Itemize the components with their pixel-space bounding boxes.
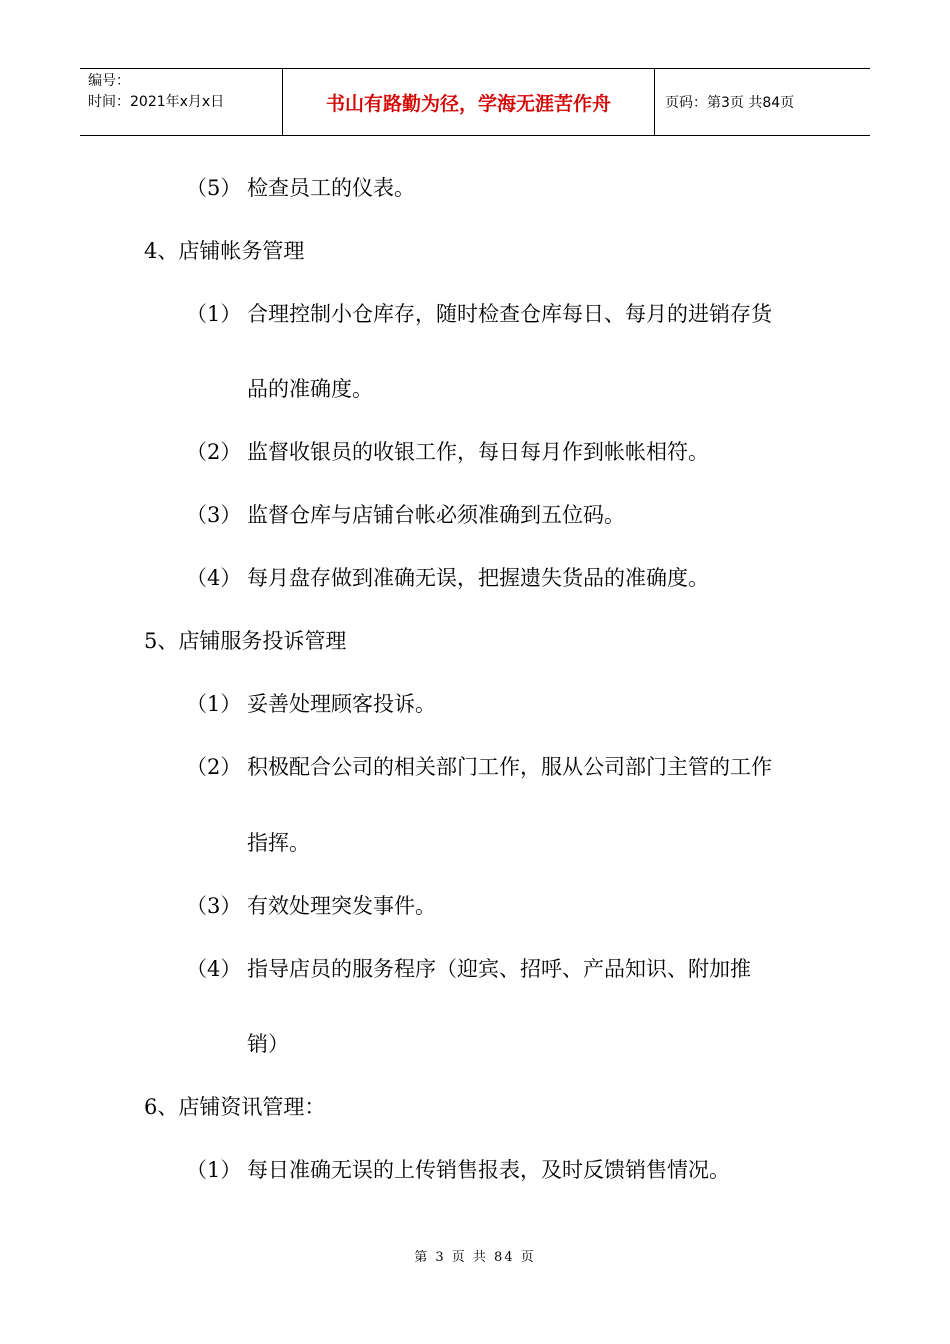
item-number: （4） [186,957,242,981]
code-label: 编号： [88,73,130,89]
item-number: （5） [186,176,242,200]
page-header [80,68,870,136]
item-text: 检查员工的仪表。 [247,176,415,200]
item-text: 有效处理突发事件。 [247,894,436,918]
item-text-continued: 品的准确度。 [247,377,373,401]
item-number: （4） [186,566,242,590]
header-page-info: 页码：第3页 共84页 [665,95,795,111]
item-number: （3） [186,894,242,918]
header-meta [80,69,282,135]
item-text: 积极配合公司的相关部门工作，服从公司部门主管的工作 [247,755,772,779]
item-text: 妥善处理顾客投诉。 [247,692,436,716]
item-text: 指导店员的服务程序（迎宾、招呼、产品知识、附加推 [247,957,751,981]
date-label: 时间：2021年x月x日 [88,94,225,110]
item-number: （2） [186,440,242,464]
item-number: （1） [186,302,242,326]
item-number: （1） [186,1158,242,1182]
section-heading: 4、店铺帐务管理 [144,239,305,263]
item-number: （1） [186,692,242,716]
item-text: 监督仓库与店铺台帐必须准确到五位码。 [247,503,625,527]
page-footer: 第 3 页 共 84 页 [414,1250,536,1265]
section-heading: 6、店铺资讯管理： [144,1095,326,1119]
item-text: 合理控制小仓库存，随时检查仓库每日、每月的进销存货 [247,302,772,326]
item-number: （2） [186,755,242,779]
header-motto: 书山有路勤为径，学海无涯苦作舟 [282,69,655,135]
item-number: （3） [186,503,242,527]
item-text-continued: 销） [247,1032,289,1056]
item-text-continued: 指挥。 [247,831,310,855]
item-text: 监督收银员的收银工作，每日每月作到帐帐相符。 [247,440,709,464]
item-text: 每日准确无误的上传销售报表，及时反馈销售情况。 [247,1158,730,1182]
section-heading: 5、店铺服务投诉管理 [144,629,347,653]
item-text: 每月盘存做到准确无误，把握遗失货品的准确度。 [247,566,709,590]
